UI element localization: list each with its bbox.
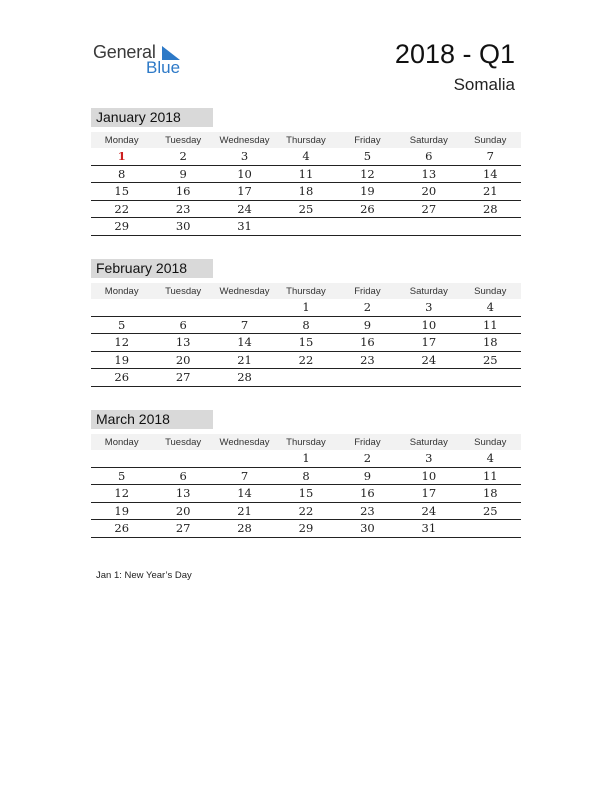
month-label: February 2018 — [91, 259, 213, 278]
day-cell: 13 — [152, 334, 213, 352]
day-cell: 16 — [152, 183, 213, 201]
weekday-header-row — [91, 283, 521, 299]
page-title: 2018 - Q1 — [394, 39, 515, 69]
week-row — [91, 200, 521, 218]
day-cell: 18 — [460, 334, 521, 352]
day-cell: 7 — [214, 467, 275, 485]
day-cell: 10 — [398, 316, 459, 334]
weekday-header: Saturday — [398, 283, 459, 299]
day-cell: 19 — [91, 351, 152, 369]
weekday-header: Sunday — [460, 434, 521, 450]
day-cell: 9 — [337, 316, 398, 334]
weekday-header: Saturday — [398, 434, 459, 450]
day-cell: 17 — [398, 485, 459, 503]
day-cell: 22 — [91, 200, 152, 218]
month-block — [91, 108, 521, 236]
day-cell: 22 — [275, 351, 336, 369]
day-cell: 25 — [275, 200, 336, 218]
weekday-header: Monday — [91, 283, 152, 299]
day-cell: 24 — [398, 351, 459, 369]
day-cell: 26 — [337, 200, 398, 218]
week-row — [91, 351, 521, 369]
weekday-header: Thursday — [275, 434, 336, 450]
logo-blue-text: Blue — [146, 58, 181, 77]
day-cell: 17 — [214, 183, 275, 201]
day-cell: 26 — [91, 369, 152, 387]
day-cell: 21 — [460, 183, 521, 201]
holiday-note: Jan 1: New Year’s Day — [96, 570, 192, 581]
day-cell: 15 — [91, 183, 152, 201]
day-cell: 13 — [152, 485, 213, 503]
day-cell: 15 — [275, 334, 336, 352]
day-cell: 10 — [214, 165, 275, 183]
day-cell: 18 — [275, 183, 336, 201]
day-cell: 14 — [460, 165, 521, 183]
weekday-header: Thursday — [275, 283, 336, 299]
day-cell: 23 — [337, 502, 398, 520]
day-cell: 3 — [214, 148, 275, 165]
day-cell: 11 — [275, 165, 336, 183]
day-cell: 6 — [152, 467, 213, 485]
day-cell — [460, 369, 521, 387]
day-cell — [275, 218, 336, 236]
week-row — [91, 334, 521, 352]
day-cell — [152, 299, 213, 316]
day-cell — [460, 218, 521, 236]
day-cell — [337, 218, 398, 236]
day-cell: 19 — [337, 183, 398, 201]
weekday-header: Friday — [337, 283, 398, 299]
day-cell: 20 — [152, 502, 213, 520]
weekday-header-row — [91, 434, 521, 450]
month-label: March 2018 — [91, 410, 213, 429]
weekday-header: Sunday — [460, 132, 521, 148]
day-cell: 12 — [91, 485, 152, 503]
day-cell — [398, 369, 459, 387]
week-row — [91, 450, 521, 467]
day-cell: 23 — [152, 200, 213, 218]
day-cell: 16 — [337, 485, 398, 503]
day-cell: 27 — [152, 369, 213, 387]
day-cell: 27 — [398, 200, 459, 218]
day-cell — [91, 450, 152, 467]
day-cell — [91, 299, 152, 316]
week-row — [91, 148, 521, 165]
weekday-header: Friday — [337, 434, 398, 450]
day-cell: 4 — [460, 299, 521, 316]
weekday-header-row — [91, 132, 521, 148]
week-row — [91, 520, 521, 538]
day-cell: 1 — [275, 450, 336, 467]
day-cell: 1 — [275, 299, 336, 316]
day-cell: 5 — [91, 316, 152, 334]
week-row — [91, 485, 521, 503]
weekday-header: Friday — [337, 132, 398, 148]
day-cell: 12 — [337, 165, 398, 183]
day-cell: 26 — [91, 520, 152, 538]
day-cell: 7 — [214, 316, 275, 334]
month-label: January 2018 — [91, 108, 213, 127]
day-cell: 8 — [275, 316, 336, 334]
week-row — [91, 467, 521, 485]
day-cell — [214, 450, 275, 467]
day-cell: 3 — [398, 450, 459, 467]
day-cell — [460, 520, 521, 538]
day-cell: 22 — [275, 502, 336, 520]
logo — [93, 42, 193, 78]
day-cell: 11 — [460, 316, 521, 334]
day-cell: 23 — [337, 351, 398, 369]
day-cell: 13 — [398, 165, 459, 183]
day-cell: 31 — [214, 218, 275, 236]
day-cell: 14 — [214, 485, 275, 503]
weekday-header: Monday — [91, 434, 152, 450]
day-cell: 8 — [275, 467, 336, 485]
week-row — [91, 316, 521, 334]
day-cell: 12 — [91, 334, 152, 352]
weekday-header: Thursday — [275, 132, 336, 148]
day-cell: 7 — [460, 148, 521, 165]
day-cell: 2 — [337, 450, 398, 467]
week-row — [91, 165, 521, 183]
day-cell: 28 — [214, 520, 275, 538]
month-block — [91, 410, 521, 538]
day-cell: 20 — [398, 183, 459, 201]
day-cell: 25 — [460, 351, 521, 369]
weekday-header: Wednesday — [214, 283, 275, 299]
day-cell: 18 — [460, 485, 521, 503]
month-table — [91, 434, 521, 538]
day-cell: 21 — [214, 502, 275, 520]
day-cell: 5 — [337, 148, 398, 165]
week-row — [91, 299, 521, 316]
day-cell — [152, 450, 213, 467]
week-row — [91, 218, 521, 236]
day-cell: 30 — [337, 520, 398, 538]
weekday-header: Tuesday — [152, 434, 213, 450]
day-cell: 29 — [275, 520, 336, 538]
day-cell: 8 — [91, 165, 152, 183]
day-cell — [398, 218, 459, 236]
country-name: Somalia — [453, 75, 515, 94]
weekday-header: Sunday — [460, 283, 521, 299]
day-cell: 14 — [214, 334, 275, 352]
day-cell: 6 — [398, 148, 459, 165]
day-cell: 4 — [460, 450, 521, 467]
weekday-header: Tuesday — [152, 283, 213, 299]
day-cell: 28 — [460, 200, 521, 218]
weekday-header: Monday — [91, 132, 152, 148]
day-cell: 2 — [152, 148, 213, 165]
month-table — [91, 283, 521, 387]
day-cell: 15 — [275, 485, 336, 503]
day-cell: 29 — [91, 218, 152, 236]
week-row — [91, 183, 521, 201]
month-table — [91, 132, 521, 236]
day-cell — [337, 369, 398, 387]
day-cell: 20 — [152, 351, 213, 369]
logo-general-text: General — [93, 42, 156, 62]
day-cell: 24 — [398, 502, 459, 520]
day-cell: 19 — [91, 502, 152, 520]
day-cell: 17 — [398, 334, 459, 352]
month-block — [91, 259, 521, 387]
day-cell: 6 — [152, 316, 213, 334]
weekday-header: Wednesday — [214, 434, 275, 450]
day-cell: 4 — [275, 148, 336, 165]
weekday-header: Wednesday — [214, 132, 275, 148]
day-cell — [214, 299, 275, 316]
day-cell — [275, 369, 336, 387]
day-cell: 9 — [337, 467, 398, 485]
day-cell: 27 — [152, 520, 213, 538]
day-cell: 31 — [398, 520, 459, 538]
day-cell: 9 — [152, 165, 213, 183]
weekday-header: Saturday — [398, 132, 459, 148]
day-cell: 21 — [214, 351, 275, 369]
day-cell: 10 — [398, 467, 459, 485]
day-cell: 25 — [460, 502, 521, 520]
day-cell: 16 — [337, 334, 398, 352]
day-cell: 11 — [460, 467, 521, 485]
day-cell: 1 — [91, 148, 152, 165]
day-cell: 24 — [214, 200, 275, 218]
day-cell: 3 — [398, 299, 459, 316]
day-cell: 30 — [152, 218, 213, 236]
week-row — [91, 369, 521, 387]
day-cell: 28 — [214, 369, 275, 387]
weekday-header: Tuesday — [152, 132, 213, 148]
day-cell: 2 — [337, 299, 398, 316]
week-row — [91, 502, 521, 520]
day-cell: 5 — [91, 467, 152, 485]
